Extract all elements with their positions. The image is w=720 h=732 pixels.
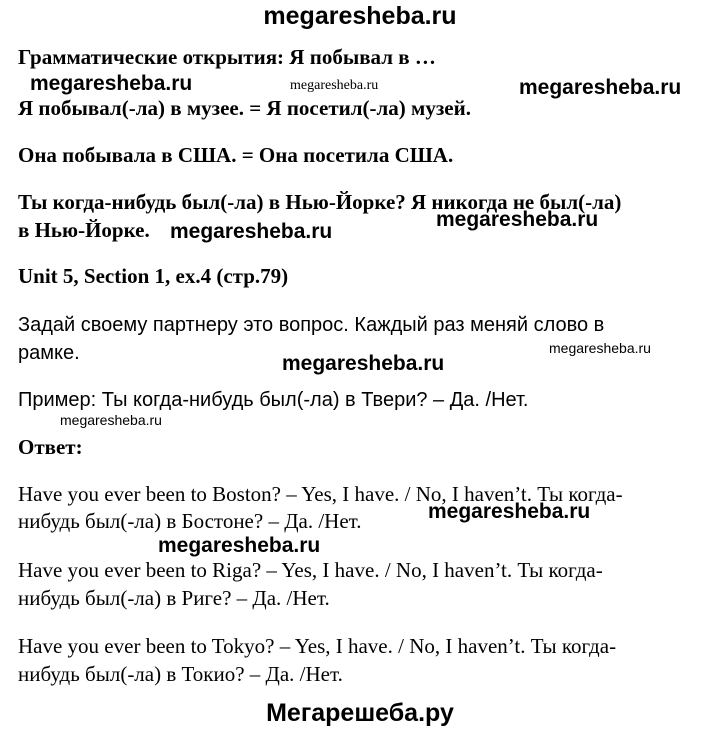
watermark: megaresheba.ru <box>519 76 682 99</box>
grammar-line-3b: в Нью-Йорке. <box>18 218 150 242</box>
watermark: megaresheba.ru <box>170 220 333 243</box>
answer-2-line-1: Have you ever been to Riga? – Yes, I have. / No, I haven’t. Ты когда- <box>18 558 603 582</box>
watermark: megaresheba.ru <box>436 208 599 231</box>
watermark-small: megaresheba.ru <box>549 340 651 356</box>
grammar-line-2: Она побывала в США. = Она посетила США. <box>18 143 454 167</box>
answer-1-line-1: Have you ever been to Boston? – Yes, I have. / No, I haven’t. Ты когда- <box>18 482 623 506</box>
watermark: megaresheba.ru <box>428 500 591 523</box>
grammar-title: Грамматические открытия: Я побывал в … <box>18 45 436 69</box>
example-line: Пример: Ты когда-нибудь был(-ла) в Твери? – Да. /Нет. <box>18 389 529 411</box>
answer-2-line-2: нибудь был(-ла) в Риге? – Да. /Нет. <box>18 586 330 610</box>
task-line-2: рамке. <box>18 342 80 364</box>
grammar-line-3a: Ты когда-нибудь был(-ла) в Нью-Йорке? Я никогда не был(-ла) <box>18 190 622 214</box>
exercise-reference: Unit 5, Section 1, ex.4 (стр.79) <box>18 264 289 288</box>
answer-label: Ответ: <box>18 435 83 459</box>
grammar-line-1: Я побывал(-ла) в музее. = Я посетил(-ла) музей. <box>18 96 471 120</box>
site-header: megaresheba.ru <box>263 2 457 30</box>
watermark-small: megaresheba.ru <box>290 78 379 93</box>
answer-3-line-1: Have you ever been to Tokyo? – Yes, I have. / No, I haven’t. Ты когда- <box>18 634 617 658</box>
site-footer: Мегарешеба.ру <box>266 699 454 727</box>
answer-3-line-2: нибудь был(-ла) в Токио? – Да. /Нет. <box>18 662 343 686</box>
watermark: megaresheba.ru <box>158 534 321 557</box>
task-line-1: Задай своему партнеру это вопрос. Каждый раз меняй слово в <box>18 314 605 336</box>
answer-1-line-2: нибудь был(-ла) в Бостоне? – Да. /Нет. <box>18 509 362 533</box>
watermark: megaresheba.ru <box>30 72 193 95</box>
watermark-small: megaresheba.ru <box>60 412 162 428</box>
watermark: megaresheba.ru <box>282 352 445 375</box>
